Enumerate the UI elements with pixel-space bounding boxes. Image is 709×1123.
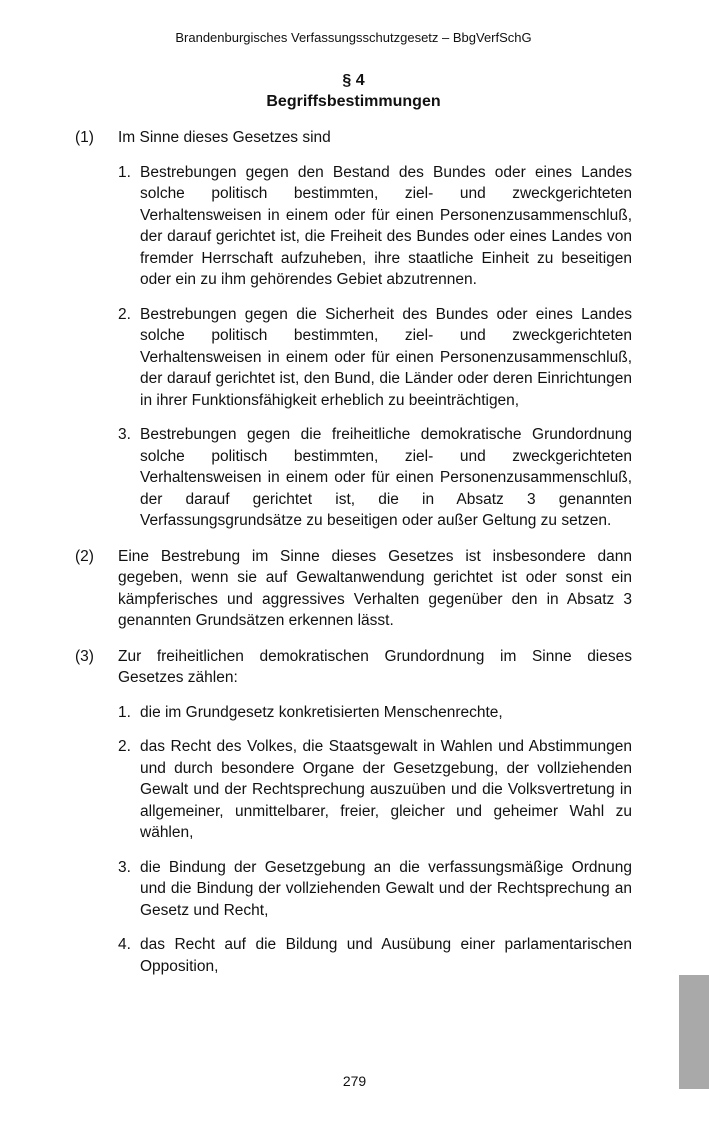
running-header: Brandenburgisches Verfassungsschutzgesetz – BbgVerfSchG bbox=[175, 30, 532, 45]
list-item-number: 3. bbox=[118, 426, 131, 443]
list-item bbox=[118, 934, 632, 977]
list-item bbox=[118, 304, 632, 412]
list-item bbox=[118, 162, 632, 291]
paragraph-1-label: (1) bbox=[75, 129, 94, 146]
list-item-text: Bestrebungen gegen die Sicherheit des Bundes oder eines Landes solche politisch bestimmten, ziel- und zweckgerichteten Verhaltensweisen in einem oder für einen Personenzusammenschluß, der darauf gerichtet ist, den Bund, die Länder oder deren Einrichtungen in ihrer Funktionsfähigkeit erheblich zu beeinträchtigen, bbox=[140, 305, 632, 409]
paragraph-2-label: (2) bbox=[75, 547, 94, 565]
list-item-number: 3. bbox=[118, 858, 131, 876]
list-item-text: Bestrebungen gegen die freiheitliche demokratische Grundordnung solche politisch bestimmten, ziel- und zweckgerichteten Verhaltensweisen in einem oder für einen Personenzusammenschluß, der darauf gerichtet ist, die in Absatz 3 genannten Verfassungsgrundsätze zu beseitigen oder außer Geltung zu setzen. bbox=[140, 426, 632, 529]
paragraph-3 bbox=[75, 646, 632, 978]
list-item-number: 2. bbox=[118, 738, 131, 755]
section-title: Begriffsbestimmungen bbox=[266, 93, 441, 110]
thumb-index-tab bbox=[679, 975, 709, 1089]
list-item-text: Bestrebungen gegen den Bestand des Bundes oder eines Landes solche politisch bestimmten, ziel- und zweckgerichteten Verhaltensweisen in einem oder für einen Personenzusammenschluß, der darauf gerichtet ist, die Freiheit des Bundes oder eines Landes von fremder Herrschaft aufzuheben, ihre staatliche Einheit zu beseitigen oder ein zu ihm gehörendes Gebiet abzutrennen. bbox=[140, 163, 632, 288]
list-item-number: 4. bbox=[118, 936, 131, 953]
paragraph-3-label: (3) bbox=[75, 647, 94, 665]
list-item-number: 1. bbox=[118, 703, 131, 721]
list-item bbox=[118, 424, 632, 532]
page-number: 279 bbox=[342, 1073, 367, 1089]
paragraph-3-body bbox=[118, 646, 632, 978]
list-item-text: das Recht des Volkes, die Staatsgewalt in Wahlen und Abstimmungen und durch besondere Organe der Gesetzgebung, der vollziehenden Gewalt und der Rechtsprechung auszuüben und die Volksvertretung in allgemeiner, unmittelbarer, freier, gleicher und geheimer Wahl zu wählen, bbox=[140, 738, 632, 841]
list-item-text: die im Grundgesetz konkretisierten Menschenrechte, bbox=[140, 703, 503, 721]
list-item bbox=[118, 736, 632, 844]
paragraph-1 bbox=[75, 127, 632, 532]
list-item-number: 1. bbox=[118, 163, 131, 181]
paragraph-2 bbox=[75, 546, 632, 632]
paragraph-2-body bbox=[118, 546, 632, 632]
paragraph-1-text: Im Sinne dieses Gesetzes sind bbox=[118, 129, 331, 146]
list-item-text: das Recht auf die Bildung und Ausübung einer parlamentarischen Opposition, bbox=[140, 936, 632, 975]
paragraph-3-text: Zur freiheitlichen demokratischen Grundordnung im Sinne dieses Gesetzes zählen: bbox=[118, 647, 632, 686]
paragraph-1-body bbox=[118, 127, 632, 532]
section-number: § 4 bbox=[342, 72, 365, 89]
paragraph-2-text: Eine Bestrebung im Sinne dieses Gesetzes ist insbesondere dann gegeben, wenn sie auf Gewaltanwendung gerichtet ist oder sonst ein kämpferisches und aggressives Verhalten gegenüber den in Absatz 3 genannten Grundsätzen erkennen lässt. bbox=[118, 547, 632, 629]
list-item-number: 2. bbox=[118, 305, 131, 323]
list-item bbox=[118, 702, 632, 724]
list-item-text: die Bindung der Gesetzgebung an die verfassungsmäßige Ordnung und die Bindung der vollziehenden Gewalt und der Rechtsprechung an Gesetz und Recht, bbox=[140, 858, 632, 919]
list-item bbox=[118, 857, 632, 922]
